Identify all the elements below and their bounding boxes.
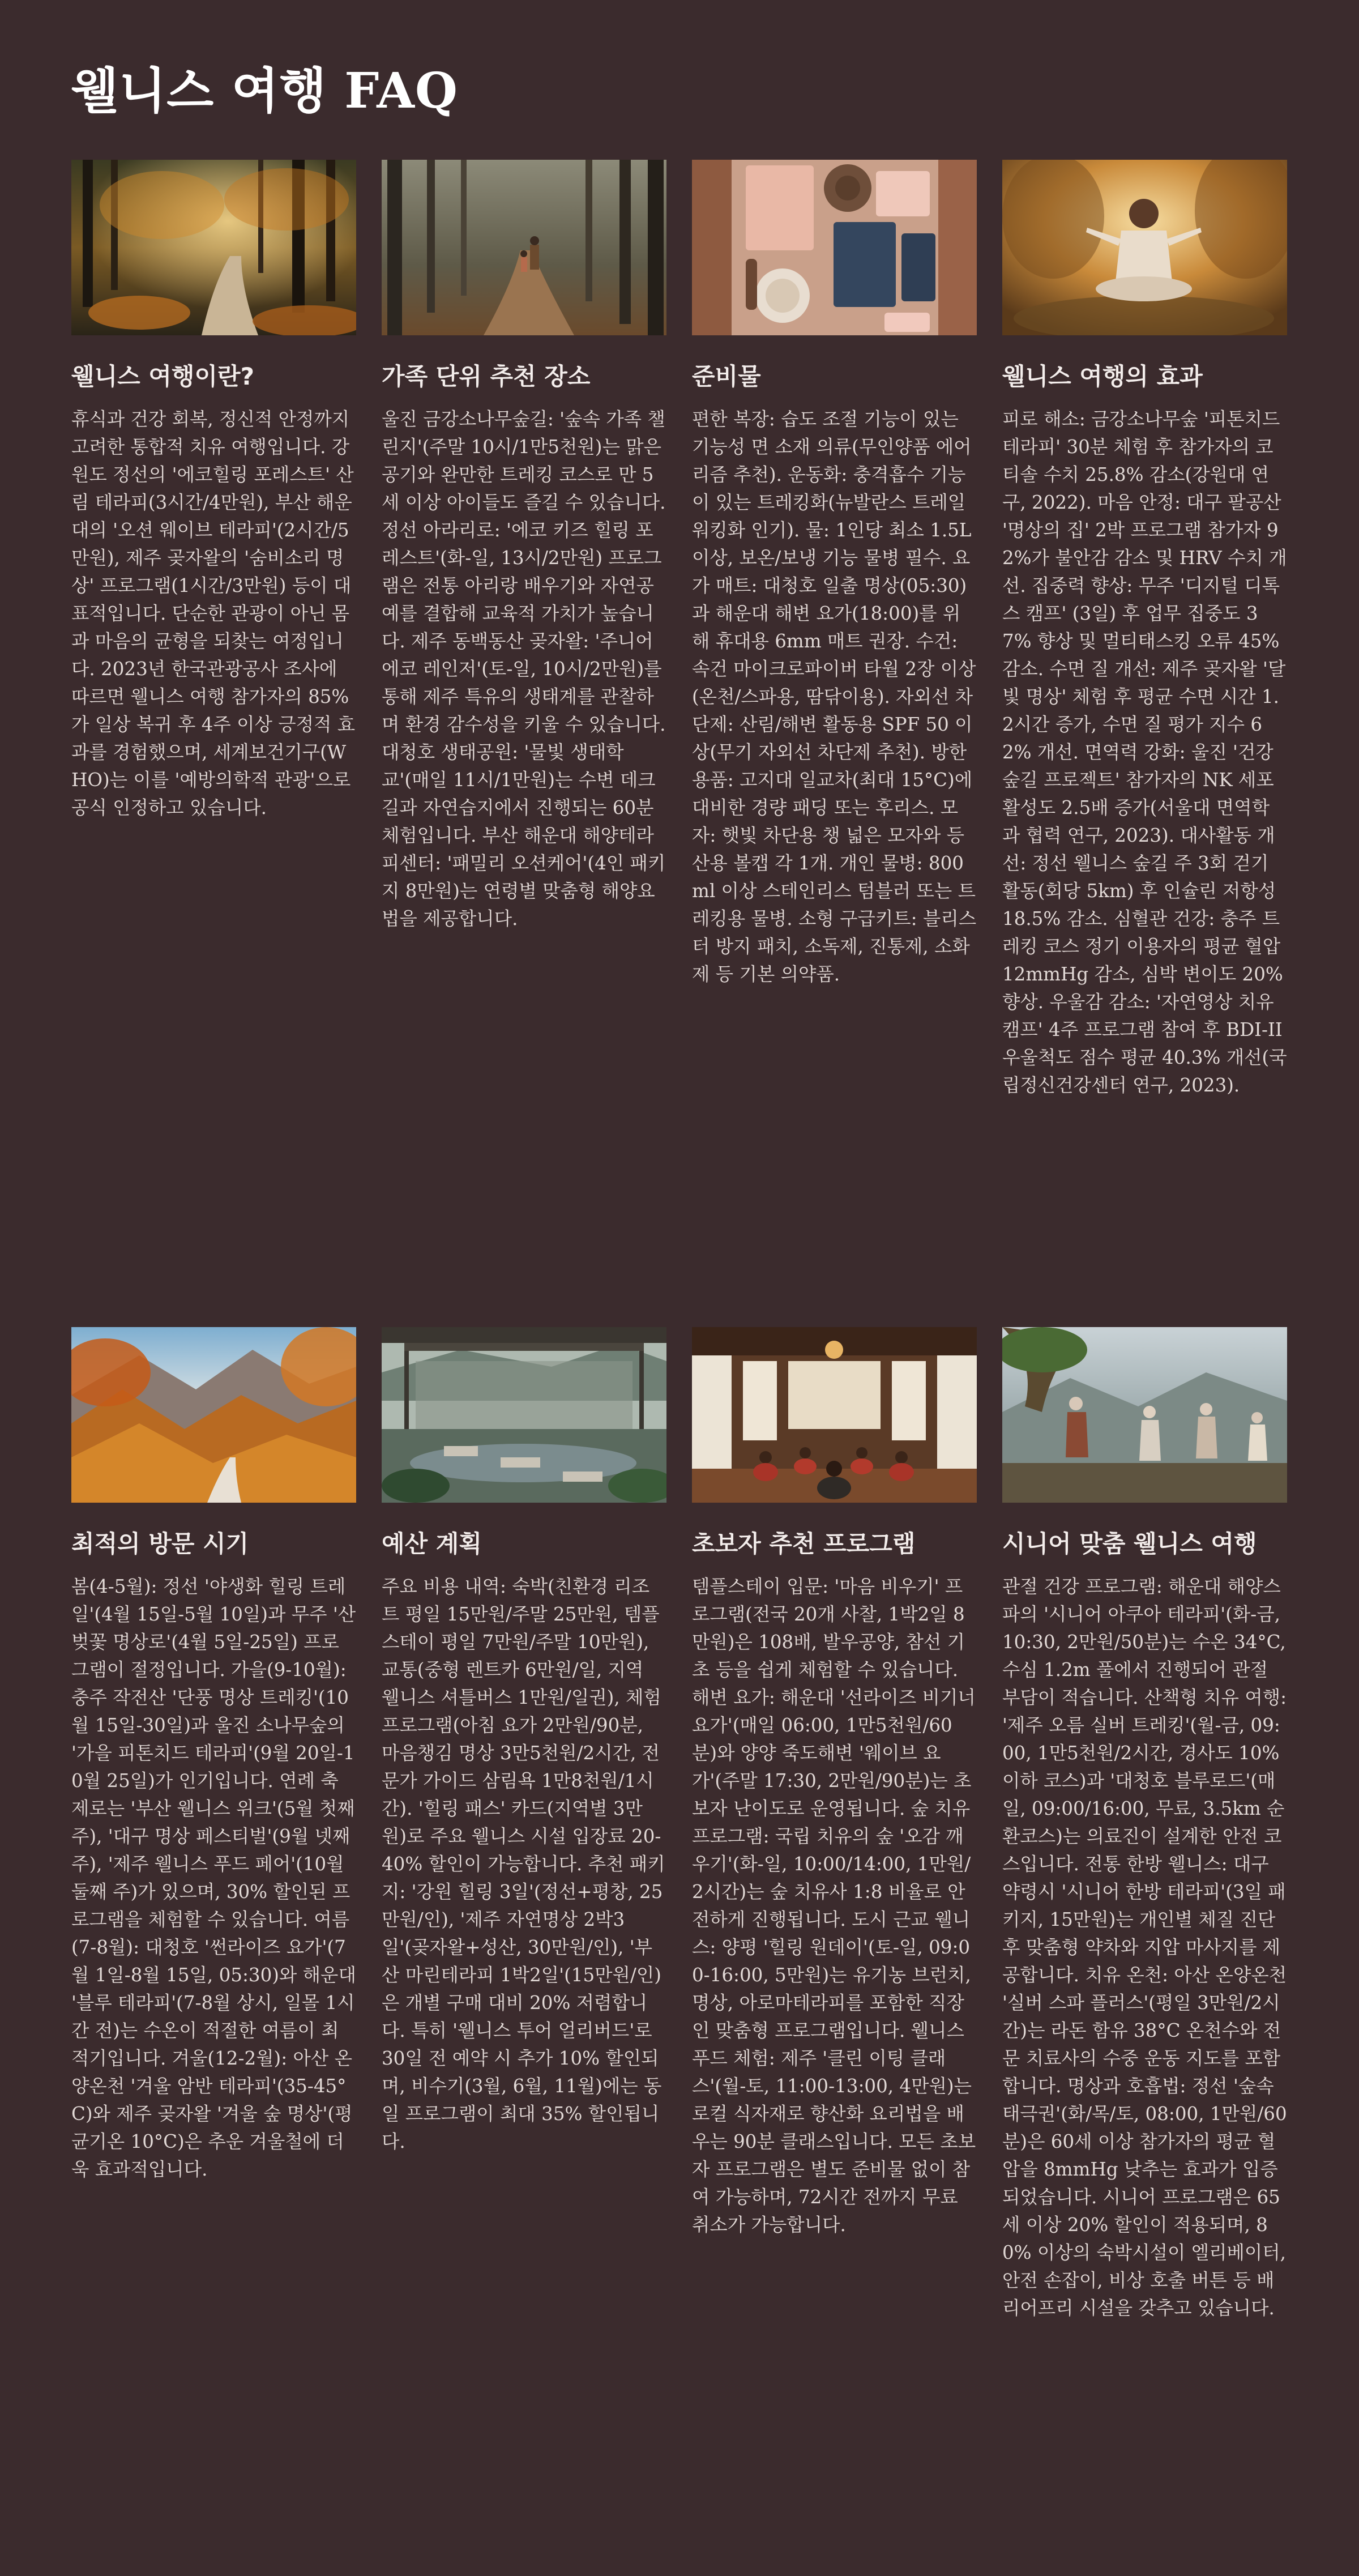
family-walking-forest-photo [382,160,666,335]
group-meditation-hall-photo [692,1327,977,1503]
faq-card-best-season [71,1327,356,2322]
card-heading: 웰니스 여행이란? [71,362,254,390]
card-heading: 시니어 맞춤 웰니스 여행 [1002,1530,1257,1558]
card-heading: 최적의 방문 시기 [71,1530,249,1558]
card-body: 울진 금강소나무숲길: '숲속 가족 챌린지'(주말 10시/1만5천원)는 맑은 공기와 완만한 트레킹 코스로 만 5세 이상 아이들도 즐길 수 있습니다. 정선 아라리로: '에코 키즈 힐링 포레스트'(화-일, 13시/2만원) 프로그램은 전통 아리랑 배우기와 자연공예를 결합해 교육적 가치가 높습니다. 제주 동백동산 곶자왈: '주니어 에코 레인저'(토-일, 10시/2만원)를 통해 제주 특유의 생태계를 관찰하며 환경 감수성을 키울 수 있습니다. 대청호 생태공원: '물빛 생태학교'(매일 11시/1만원)는 수변 데크길과 자연습지에서 진행되는 60분 체험입니다. 부산 해운대 해양테라피센터: '패밀리 오션케어'(4인 패키지 8만원)는 연령별 맞춤형 해양요법을 제공합니다. [382,408,666,929]
forest-path-autumn-photo [71,160,356,335]
faq-row-2 [71,1327,1288,2322]
faq-card-what-is-wellness [71,160,356,1099]
card-heading: 초보자 추천 프로그램 [692,1530,916,1558]
card-body: 피로 해소: 금강소나무숲 '피톤치드 테라피' 30분 체험 후 참가자의 코티솔 수치 25.8% 감소(강원대 연구, 2022). 마음 안정: 대구 팔공산 '명상의 집' 2박 프로그램 참가자 92%가 불안감 감소 및 HRV 수치 개선. 집중력 향상: 무주 '디지털 디톡스 캠프' (3일) 후 업무 집중도 37% 향상 및 멀티태스킹 오류 45% 감소. 수면 질 개선: 제주 곶자왈 '달빛 명상' 체험 후 평균 수면 시간 1.2시간 증가, 수면 질 평가 지수 62% 개선. 면역력 강화: 울진 '건강숲길 프로젝트' 참가자의 NK 세포 활성도 2.5배 증가(서울대 면역학과 협력 연구, 2023). 대사활동 개선: 정선 웰니스 숲길 주 3회 걷기 활동(회당 5km) 후 인슐린 저항성 18.5% 감소. 심혈관 건강: 충주 트레킹 코스 정기 이용자의 평균 혈압 12mmHg 감소, 심박 변이도 20% 향상. 우울감 감소: '자연영상 치유캠프' 4주 프로그램 참여 후 BDI-II 우울척도 점수 평균 40.3% 개선(국립정신건강센터 연구, 2023). [1002,408,1287,1096]
packing-flatlay-photo [692,160,977,335]
faq-card-budget [382,1327,666,2322]
card-body: 템플스테이 입문: '마음 비우기' 프로그램(전국 20개 사찰, 1박2일 8만원)은 108배, 발우공양, 참선 기초 등을 쉽게 체험할 수 있습니다. 해변 요가: 해운대 '선라이즈 비기너 요가'(매일 06:00, 1만5천원/60분)와 양양 죽도해변 '웨이브 요가'(주말 17:30, 2만원/90분)는 초보자 난이도로 운영됩니다. 숲 치유 프로그램: 국립 치유의 숲 '오감 깨우기'(화-일, 10:00/14:00, 1만원/2시간)는 숲 치유사 1:8 비율로 안전하게 진행됩니다. 도시 근교 웰니스: 양평 '힐링 원데이'(토-일, 09:00-16:00, 5만원)는 유기농 브런치, 명상, 아로마테라피를 포함한 직장인 맞춤형 프로그램입니다. 웰니스 푸드 체험: 제주 '클린 이팅 클래스'(월-토, 11:00-13:00, 4만원)는 로컬 식자재로 향산화 요리법을 배우는 90분 클래스입니다. 모든 초보자 프로그램은 별도 준비물 없이 참여 가능하며, 72시간 전까지 무료 취소가 가능합니다. [692,1576,976,2236]
card-heading: 준비물 [692,362,761,390]
page-title: 웰니스 여행 FAQ [71,62,458,120]
card-heading: 가족 단위 추천 장소 [382,362,591,390]
faq-card-packing [692,160,977,1099]
faq-card-beginner [692,1327,977,2322]
faq-card-senior [1002,1327,1287,2322]
seniors-tai-chi-photo [1002,1327,1287,1503]
card-heading: 예산 계획 [382,1530,482,1558]
autumn-mountain-valley-photo [71,1327,356,1503]
faq-card-effects [1002,160,1287,1099]
card-body: 편한 복장: 습도 조절 기능이 있는 기능성 면 소재 의류(무인양품 에어리즘 추천). 운동화: 충격흡수 기능이 있는 트레킹화(뉴발란스 트레일워킹화 인기). 물: 1인당 최소 1.5L 이상, 보온/보냉 기능 물병 필수. 요가 매트: 대청호 일출 명상(05:30)과 해운대 해변 요가(18:00)를 위해 휴대용 6mm 매트 권장. 수건: 속건 마이크로파이버 타월 2장 이상(온천/스파용, 땀닦이용). 자외선 차단제: 산림/해변 활동용 SPF 50 이상(무기 자외선 차단제 추천). 방한용품: 고지대 일교차(최대 15°C)에 대비한 경량 패딩 또는 후리스. 모자: 햇빛 차단용 챙 넓은 모자와 등산용 볼캡 각 1개. 개인 물병: 800ml 이상 스테인리스 텀블러 또는 트레킹용 물병. 소형 구급키트: 블리스터 방지 패치, 소독제, 진통제, 소화제 등 기본 의약품. [692,408,977,985]
faq-card-family-places [382,160,666,1099]
card-body: 봄(4-5월): 정선 '야생화 힐링 트레일'(4월 15일-5월 10일)과 무주 '산벚꽃 명상로'(4월 5일-25일) 프로그램이 절정입니다. 가을(9-10월): 충주 작전산 '단풍 명상 트레킹'(10월 15일-30일)과 울진 소나무숲의 '가을 피톤치드 테라피'(9월 20일-10월 25일)가 인기입니다. 연례 축제로는 '부산 웰니스 위크'(5월 첫째 주), '대구 명상 페스티벌'(9월 넷째 주), '제주 웰니스 푸드 페어'(10월 둘째 주)가 있으며, 30% 할인된 프로그램을 체험할 수 있습니다. 여름(7-8월): 대청호 '썬라이즈 요가'(7월 1일-8월 15일, 05:30)와 해운대 '블루 테라피'(7-8월 상시, 일몰 1시간 전)는 수온이 적절한 여름이 최적기입니다. 겨울(12-2월): 아산 온양온천 '겨울 암반 테라피'(35-45°C)와 제주 곶자왈 '겨울 숲 명상'(평균기온 10°C)은 추운 겨울철에 더욱 효과적입니다. [71,1576,356,2180]
meditation-sunlight-photo [1002,160,1287,335]
card-body: 휴식과 건강 회복, 정신적 안정까지 고려한 통합적 치유 여행입니다. 강원도 정선의 '에코힐링 포레스트' 산림 테라피(3시간/4만원), 부산 해운대의 '오션 웨이브 테라피'(2시간/5만원), 제주 곶자왈의 '숨비소리 명상' 프로그램(1시간/3만원) 등이 대표적입니다. 단순한 관광이 아닌 몸과 마음의 균형을 되찾는 여정입니다. 2023년 한국관광공사 조사에 따르면 웰니스 여행 참가자의 85%가 일상 복귀 후 4주 이상 긍정적 효과를 경험했으며, 세계보건기구(WHO)는 이를 '예방의학적 관광'으로 공식 인정하고 있습니다. [71,408,356,818]
card-heading: 웰니스 여행의 효과 [1002,362,1203,390]
zen-garden-pavilion-photo [382,1327,666,1503]
card-body: 주요 비용 내역: 숙박(친환경 리조트 평일 15만원/주말 25만원, 템플스테이 평일 7만원/주말 10만원), 교통(중형 렌트카 6만원/일, 지역 웰니스 셔틀버스 1만원/일권), 체험 프로그램(아침 요가 2만원/90분, 마음챙김 명상 3만5천원/2시간, 전문가 가이드 삼림욕 1만8천원/1시간). '힐링 패스' 카드(지역별 3만원)로 주요 웰니스 시설 입장료 20-40% 할인이 가능합니다. 추천 패키지: '강원 힐링 3일'(정선+평창, 25만원/인), '제주 자연명상 2박3일'(곶자왈+성산, 30만원/인), '부산 마린테라피 1박2일'(15만원/인)은 개별 구매 대비 20% 저렴합니다. 특히 '웰니스 투어 얼리버드'로 30일 전 예약 시 추가 10% 할인되며, 비수기(3월, 6월, 11월)에는 동일 프로그램이 최대 35% 할인됩니다. [382,1576,665,2152]
faq-row-1 [71,160,1288,1099]
card-body: 관절 건강 프로그램: 해운대 해양스파의 '시니어 아쿠아 테라피'(화-금, 10:30, 2만원/50분)는 수온 34°C, 수심 1.2m 풀에서 진행되어 관절 부담이 적습니다. 산책형 치유 여행: '제주 오름 실버 트레킹'(월-금, 09:00, 1만5천원/2시간, 경사도 10% 이하 코스)과 '대청호 블루로드'(매일, 09:00/16:00, 무료, 3.5km 순환코스)는 의료진이 설계한 안전 코스입니다. 전통 한방 웰니스: 대구 약령시 '시니어 한방 테라피'(3일 패키지, 15만원)는 개인별 체질 진단 후 맞춤형 약차와 지압 마사지를 제공합니다. 치유 온천: 아산 온양온천 '실버 스파 플러스'(평일 3만원/2시간)는 라돈 함유 38°C 온천수와 전문 치료사의 수중 운동 지도를 포함합니다. 명상과 호흡법: 정선 '숲속 태극권'(화/목/토, 08:00, 1만원/60분)은 60세 이상 참가자의 평균 혈압을 8mmHg 낮추는 효과가 입증되었습니다. 시니어 프로그램은 65세 이상 20% 할인이 적용되며, 80% 이상의 숙박시설이 엘리베이터, 안전 손잡이, 비상 호출 버튼 등 배리어프리 시설을 갖추고 있습니다. [1002,1576,1287,2319]
